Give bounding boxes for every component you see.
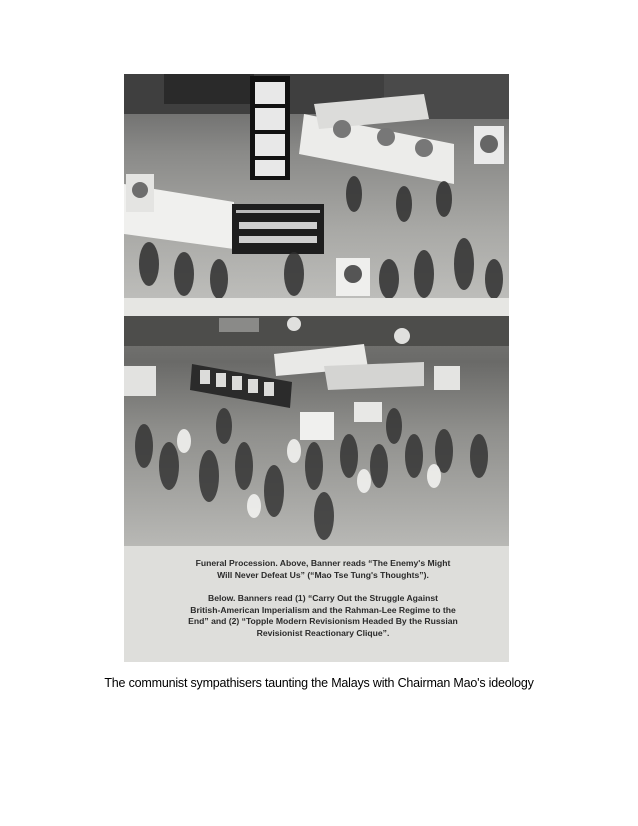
photo-divider: [124, 298, 509, 316]
upper-photo-drawing: [124, 74, 509, 298]
page-caption: The communist sympathisers taunting the Malays with Chairman Mao's ideology: [104, 676, 534, 690]
scanned-book-page: [124, 74, 509, 662]
upper-procession-photo: [124, 74, 509, 298]
lower-procession-photo: [124, 316, 509, 546]
lower-photo-drawing: [124, 316, 509, 546]
caption-paragraph-above: Funeral Procession. Above, Banner reads “The Enemy's Might Will Never Defeat Us” (“Mao Tse Tung's Thoughts”).: [195, 558, 451, 580]
caption-paragraph-below: Below. Banners read (1) “Carry Out the Struggle Against British-American Imperialism and the Rahman-Lee Regime to the End” and (2) “Topple Modern Revisionism Headed By the Russian Revisionist Reactionary Clique”.: [188, 593, 458, 638]
photo-caption-block: [124, 546, 509, 662]
